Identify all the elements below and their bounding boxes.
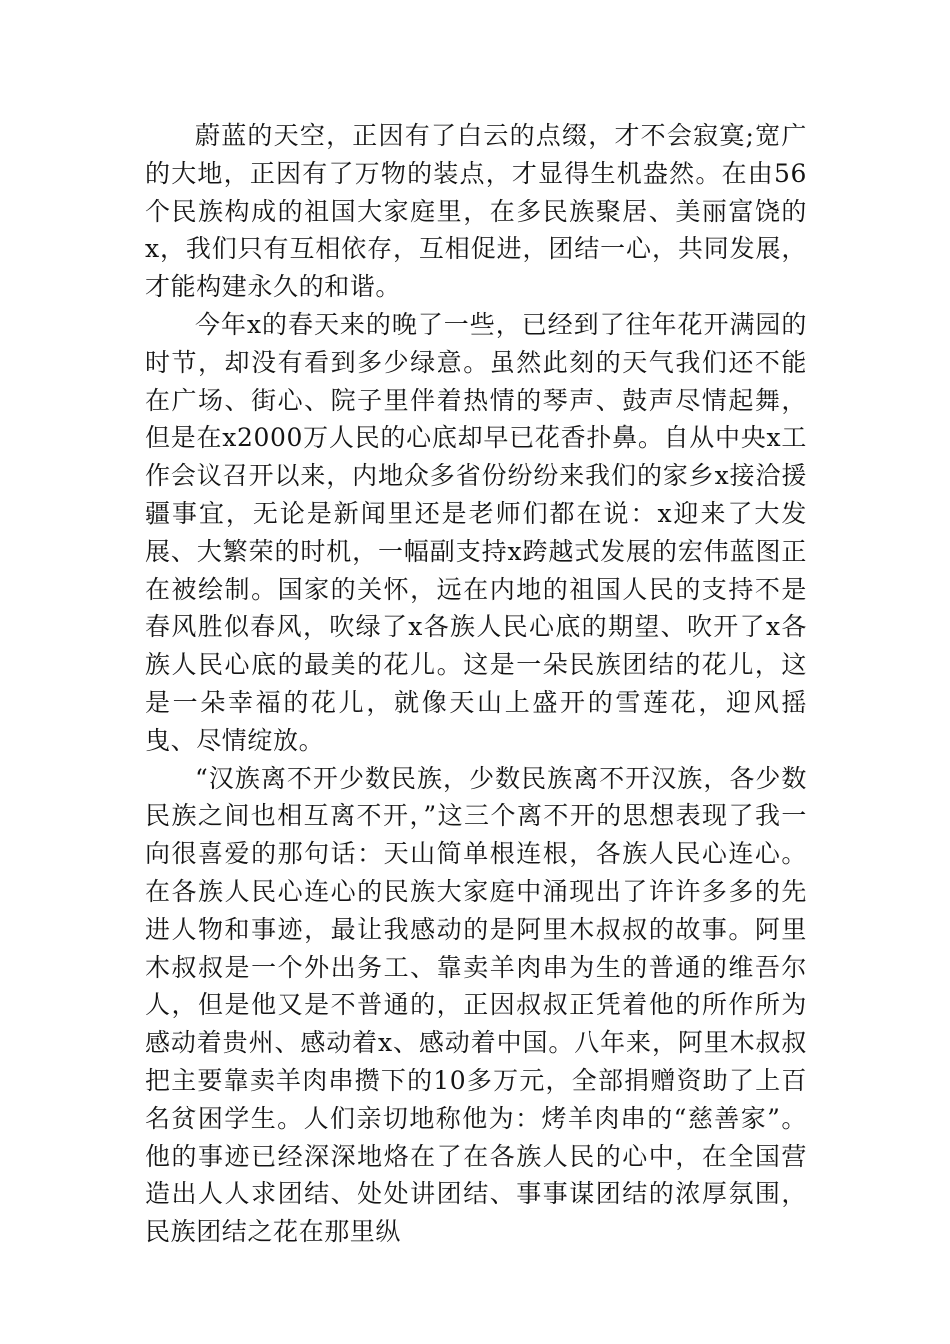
paragraph-1: 蔚蓝的天空，正因有了白云的点缀，才不会寂寞;宽广的大地，正因有了万物的装点，才显得生机盎然。在由56个民族构成的祖国大家庭里，在多民族聚居、美丽富饶的x，我们只有互相依存，互相促进，团结一心，共同发展，才能构建永久的和谐。 — [145, 121, 807, 302]
document-body — [145, 117, 807, 1251]
paragraph-2: 今年x的春天来的晚了一些，已经到了往年花开满园的时节，却没有看到多少绿意。虽然此刻的天气我们还不能在广场、街心、院子里伴着热情的琴声、鼓声尽情起舞，但是在x2000万人民的心底却早已花香扑鼻。自从中央x工作会议召开以来，内地众多省份纷纷来我们的家乡x接洽援疆事宜，无论是新闻里还是老师们都在说：x迎来了大发展、大繁荣的时机，一幅副支持x跨越式发展的宏伟蓝图正在被绘制。国家的关怀，远在内地的祖国人民的支持不是春风胜似春风，吹绿了x各族人民心底的期望、吹开了x各族人民心底的最美的花儿。这是一朵民族团结的花儿，这是一朵幸福的花儿，就像天山上盛开的雪莲花，迎风摇曳、尽情绽放。 — [145, 309, 807, 755]
paragraph-3: “汉族离不开少数民族，少数民族离不开汉族，各少数民族之间也相互离不开，”这三个离不开的思想表现了我一向很喜爱的那句话：天山简单根连根，各族人民心连心。在各族人民心连心的民族大家庭中涌现出了许许多多的先进人物和事迹，最让我感动的是阿里木叔叔的故事。阿里木叔叔是一个外出务工、靠卖羊肉串为生的普通的维吾尔人，但是他又是不普通的，正因叔叔正凭着他的所作所为感动着贵州、感动着x、感动着中国。八年来，阿里木叔叔把主要靠卖羊肉串攒下的10多万元，全部捐赠资助了上百名贫困学生。人们亲切地称他为：烤羊肉串的“慈善家”。他的事迹已经深深地烙在了在各族人民的心中，在全国营造出人人求团结、处处讲团结、事事谋团结的浓厚氛围，民族团结之花在那里纵 — [145, 763, 807, 1247]
